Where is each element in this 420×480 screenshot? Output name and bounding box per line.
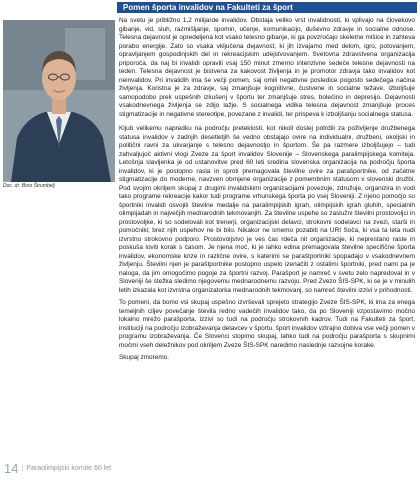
- paragraph: Skupaj zmoremo.: [119, 354, 170, 361]
- portrait-illustration: [3, 20, 115, 182]
- paragraph: To pomeni, da bomo vsi skupaj uspešno izvrševali sprejeto strategijo Zveze ŠIS-SPK, ki ima za enega temeljnih ciljev povečanje števila redno vadečih invalidov tako, da po Sloveniji vzpostavimo močno lokalno mrežo parašporta, izzivi so tudi na področju strokovnih kadrov. Tudi na Fakulteti za šport, instituciji na področju izobraževanja delavcev v športu, šport invalidov vztrajno dobiva vse večji pomen v programu izobraževanja. Če Slovenci stopimo skupaj, lahko tudi na področju parašporta s skupnimi močmi vseh deležnikov pod okriljem Zveze ŠIS-SPK naredimo naslednje razvojne korake.: [119, 299, 415, 349]
- publication-name: Paraolimpijski komite 60 let: [26, 465, 112, 472]
- page-footer: [4, 462, 204, 476]
- paragraph: Na svetu je približno 1,2 milijarde invalidov. Obstaja veliko vrst invalidnosti, ki vplivajo na človekovo gibanje, vid, sluh, razmišljanje, spomin, učenje, komunikacijo, duševno zdravje in socialne odnose. Telesna dejavnost je opredeljena kot vsako telesno gibanje, ki ga povzročajo skeletne mišice in zahteva porabo energije. Zato so vsaka vključena dejavnost, ki jih izvajamo med delom, igro, potovanjem, opravljanjem gospodinjskih del in rekreacijskim udejstvovanjem. Svetovna zdravstvena organizacija priporoča, da naj bi invalidi opravili vsaj 150 minut zmerno intenzivne sedeče telesne dejavnosti na teden. Telesna dejavnost je bistvena za kakovost življenja in je promotor zdravja tako invalidov kot neinvalidov. Pri invalidih ima še večji pomen, saj omili negativne posledice pogosto sedečega načina življenja. Koristna je za zdravje, saj zmanjšuje kognitivne, čustvene in socialne težave, izboljšuje samopodobo prek uspešnih izkušenj v športu ter zmanjšuje stres, bolečino in depresijo. Dejavnosti vsakodnevnega življenja se zdijo lažje. S socialnega vidika telesna dejavnost zmanjšuje proces stigmatizacije in negativne stereotipe, povezane z invalidi, ter prispeva k izboljšanju socialnega statusa.: [119, 17, 415, 118]
- footer-separator: |: [21, 465, 24, 472]
- article-body: [119, 17, 415, 367]
- photo-caption: Doc. dr. Boro Štrumbelj: [3, 183, 55, 189]
- page-number: 14: [4, 461, 19, 476]
- article-title: Pomen športa invalidov na Fakulteti za šport: [117, 2, 417, 13]
- paragraph: Kljub velikemu napredku na področju preteklosti, kot nikoli doslej potrdili za poživljenje družbenega statusa invalidov v zadnjih desetletjih še vedno obstajajo ovire na individualni, družbeni, okoljski in politični ravni za ukvarjanje s telesno dejavnostjo in športom. Še pa razmere izboljšujejo – tudi zahvaljujoč aktivni vlogi Zveze za šport invalidov Slovenije – Slovenskega paralimpijskega komiteja. Letošnja slavljenka je od ustanovitve pred 60 leti sredina slovenska organizacija na področju športa invalidov, ki je postopno rasla in sproti premagovala številne ovire za parašportnike, od začetne stigmatizacije do moderne, navzven obrnjene organizacije z pomembnim statusom v slovenski družbi. Pod svojim okriljem skupaj z drugimi invalidskimi organizacijami povezuje, združuje, organizira in vodi tako programe rekreacije kakor tudi programe vrhunskega športa po vsej Sloveniji. Z njeno pomočjo so športniki invalidi osvojili številne medalje na paralimpijskih igrah, olimpijskih igrah gluhih, specialnih olimpijadah in največjih mednarodnih tekmovanjih. Za številne uspehe so zaslužni številni prostovoljci in prostovoljke, ki so sodelovali kot trenerji, organizacijski delavci, strokovni sodelavci na zvezi, starši in pomočniki; brez njih uspehov ne bi bilo. Nikakor ne smemo pozabiti na URI Soča, ki vsa ta leta nudi izvrstno strokovno podporo. Prostovoljstvo je ves čas rdeča nit organizacije, ki neprestano raste in poskuša loviti korak s časom. Je njena moč, ki je lahko edina premagovala številne specifične športa invalidov, ekonomske krize in različne ovire, s katerimi se paraštportniki spopadajo v vsakodnevnem življenju. Številni njen je paraštportnike postopno uspelo izenačiti z ostalimi športniki, pred nami pa je naloga, da jim omogočimo pogoje za športni razvoj. Parašport je namreč v svetu zelo napredoval in v Sloveniji še stežka sledimo njegovemu mednarodnemu razvoju. Pred Zvezo ŠIS-SPK, ki se je v minulih letih izkazala kot izvrstna organizatorka mednarodnih tekmovanj, so namreč številni izzivi v prihodnosti.: [119, 125, 415, 294]
- author-photo: [3, 20, 115, 182]
